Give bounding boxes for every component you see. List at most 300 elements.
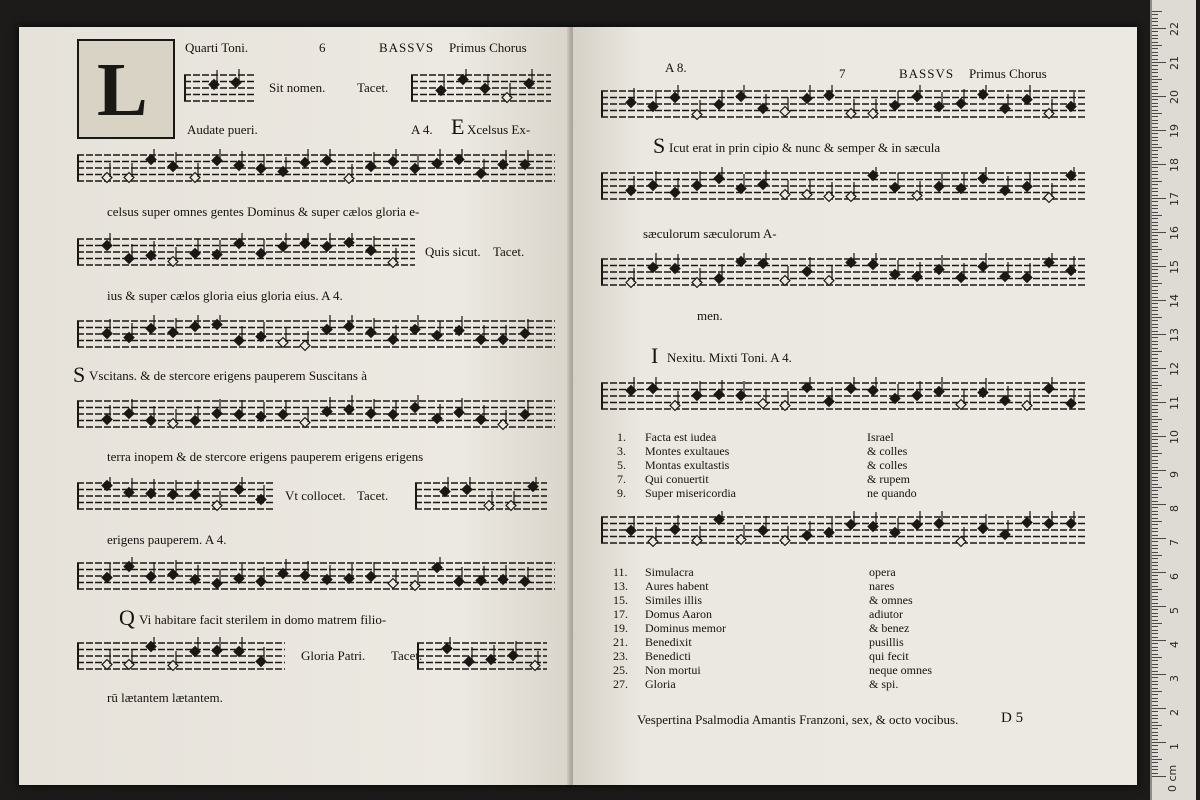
verse-number: 25. <box>613 663 628 677</box>
lyric-text: Gloria Patri. <box>301 648 366 663</box>
ruler-tick <box>1152 667 1158 668</box>
verse-number: 7. <box>617 472 626 486</box>
ruler-tick <box>1152 212 1158 213</box>
ruler-tick <box>1152 263 1158 264</box>
ruler-tick <box>1152 21 1158 22</box>
ruler-tick <box>1152 422 1158 423</box>
ruler-tick <box>1152 684 1158 685</box>
music-staff <box>411 69 551 107</box>
ruler-tick <box>1152 31 1158 32</box>
verse-list <box>617 430 1097 510</box>
ruler-tick <box>1152 106 1158 107</box>
ruler-tick <box>1152 497 1158 498</box>
verse-text: Non mortui <box>645 663 701 677</box>
verse-ending: & rupem <box>867 472 910 486</box>
ruler-tick <box>1152 715 1158 716</box>
ruler-tick <box>1152 654 1158 655</box>
ruler-tick <box>1152 239 1158 240</box>
ruler-tick <box>1152 290 1158 291</box>
ruler-tick <box>1152 416 1158 417</box>
ruler-tick <box>1152 69 1158 70</box>
ruler-tick <box>1152 45 1162 46</box>
ruler-tick <box>1152 99 1158 100</box>
ruler-label: 10 <box>1168 430 1181 444</box>
ruler-tick <box>1152 739 1158 740</box>
ruler-tick <box>1152 609 1158 610</box>
ruler-tick <box>1152 184 1158 185</box>
ruler-tick <box>1152 127 1158 128</box>
ruler-tick <box>1152 538 1166 539</box>
ruler-tick <box>1152 603 1158 604</box>
ruler-label: 18 <box>1168 158 1181 172</box>
ruler-tick <box>1152 677 1158 678</box>
ruler-tick <box>1152 518 1158 519</box>
measurement-ruler <box>1150 0 1196 800</box>
ruler-tick <box>1152 93 1158 94</box>
ruler-tick <box>1152 688 1158 689</box>
ruler-tick <box>1152 548 1158 549</box>
music-staff <box>601 253 1087 291</box>
ruler-tick <box>1152 429 1158 430</box>
verse-ending: & spi. <box>869 677 899 691</box>
verse-number: 21. <box>613 635 628 649</box>
ruler-tick <box>1152 694 1158 695</box>
ruler-tick <box>1152 436 1166 437</box>
ruler-tick <box>1152 331 1158 332</box>
ruler-tick <box>1152 273 1158 274</box>
verse-number: 19. <box>613 621 628 635</box>
ruler-tick <box>1152 504 1166 505</box>
ruler-tick <box>1152 35 1158 36</box>
ruler-tick <box>1152 769 1158 770</box>
ruler-tick <box>1152 637 1158 638</box>
verse-ending: & omnes <box>869 593 913 607</box>
ruler-tick <box>1152 113 1162 114</box>
ruler-tick <box>1152 344 1158 345</box>
page-number: 6 <box>319 40 326 55</box>
lyric-line: erigens pauperem. A 4. <box>107 532 227 547</box>
verse-text: Montas exultastis <box>645 458 730 472</box>
verse-number: 5. <box>617 458 626 472</box>
ruler-tick <box>1152 480 1158 481</box>
verse-ending: & colles <box>867 444 908 458</box>
page-number: 7 <box>839 66 846 81</box>
chorus-label: Primus Chorus <box>969 66 1047 81</box>
lyric-line: sæculorum sæculorum A- <box>643 226 777 241</box>
ruler-tick <box>1152 514 1158 515</box>
ruler-tick <box>1152 18 1158 19</box>
ruler-tick <box>1152 657 1162 658</box>
verse-number: 17. <box>613 607 628 621</box>
ruler-label: 22 <box>1168 22 1181 36</box>
music-staff <box>417 637 547 675</box>
ruler-tick <box>1152 348 1158 349</box>
ruler-tick <box>1152 147 1162 148</box>
ruler-tick <box>1152 120 1158 121</box>
book-title-footer: Vespertina Psalmodia Amantis Franzoni, sex, & octo vocibus. <box>637 712 959 727</box>
ruler-tick <box>1152 643 1158 644</box>
music-staff <box>77 557 555 595</box>
verse-text: Qui conuertit <box>645 472 709 486</box>
ruler-tick <box>1152 42 1158 43</box>
verse-number: 1. <box>617 430 626 444</box>
music-staff <box>601 377 1087 415</box>
ruler-tick <box>1152 82 1158 83</box>
ruler-tick <box>1152 368 1166 369</box>
ruler-tick <box>1152 698 1158 699</box>
ruler-label: 15 <box>1168 260 1181 274</box>
ruler-tick <box>1152 460 1158 461</box>
ruler-tick <box>1152 320 1158 321</box>
ruler-tick <box>1152 487 1162 488</box>
music-staff <box>77 395 555 433</box>
ruler-tick <box>1152 728 1158 729</box>
ruler-tick <box>1152 674 1166 675</box>
ruler-tick <box>1152 722 1158 723</box>
ruler-tick <box>1152 562 1158 563</box>
ruler-tick <box>1152 473 1158 474</box>
verse-text: Montes exultaues <box>645 444 730 458</box>
ruler-tick <box>1152 249 1162 250</box>
ruler-tick <box>1152 116 1158 117</box>
tacet-label: Tacet. <box>391 648 423 663</box>
ruler-tick <box>1152 140 1158 141</box>
ruler-tick <box>1152 708 1166 709</box>
ruler-tick <box>1152 507 1158 508</box>
ruler-label: 20 <box>1168 90 1181 104</box>
ruler-tick <box>1152 327 1158 328</box>
ruler-tick <box>1152 501 1158 502</box>
lyric-line: terra inopem & de stercore erigens pauperem erigens erigens <box>107 449 424 464</box>
ruler-tick <box>1152 742 1166 743</box>
ruler-tick <box>1152 150 1158 151</box>
ruler-tick <box>1152 259 1158 260</box>
ruler-tick <box>1152 633 1158 634</box>
voice-count: A 8. <box>665 60 687 75</box>
ruler-tick <box>1152 453 1162 454</box>
ruler-tick <box>1152 48 1158 49</box>
ruler-tick <box>1152 252 1158 253</box>
ruler-tick <box>1152 749 1158 750</box>
ruler-tick <box>1152 215 1162 216</box>
ruler-tick <box>1152 477 1158 478</box>
ruler-tick <box>1152 579 1158 580</box>
ruler-tick <box>1152 144 1158 145</box>
lyric-line: rū lætantem lætantem. <box>107 690 223 705</box>
ruler-tick <box>1152 766 1158 767</box>
music-staff <box>77 637 285 675</box>
verse-list <box>613 565 1093 695</box>
verse-ending: & benez <box>869 621 910 635</box>
ruler-tick <box>1152 535 1158 536</box>
ruler-tick <box>1152 283 1162 284</box>
ruler-tick <box>1152 399 1158 400</box>
ruler-tick <box>1152 72 1158 73</box>
ruler-tick <box>1152 405 1158 406</box>
ruler-tick <box>1152 762 1158 763</box>
ruler-tick <box>1152 276 1158 277</box>
ruler-tick <box>1152 463 1158 464</box>
verse-number: 15. <box>613 593 628 607</box>
ruler-label: 6 <box>1168 573 1181 580</box>
ruler-tick <box>1152 242 1158 243</box>
ruler-tick <box>1152 599 1158 600</box>
ruler-tick <box>1152 412 1158 413</box>
ruler-label: 5 <box>1168 607 1181 614</box>
ruler-tick <box>1152 620 1158 621</box>
ruler-tick <box>1152 647 1158 648</box>
ruler-label: 8 <box>1168 505 1181 512</box>
ruler-tick <box>1152 575 1158 576</box>
ruler-tick <box>1152 256 1158 257</box>
ruler-tick <box>1152 630 1158 631</box>
ruler-tick <box>1152 314 1158 315</box>
music-staff <box>601 167 1087 205</box>
lyric-line: Vscitans. & de stercore erigens pauperem Suscitans à <box>89 368 367 383</box>
ruler-tick <box>1152 773 1158 774</box>
ruler-tick <box>1152 198 1166 199</box>
ruler-label: 21 <box>1168 56 1181 70</box>
left-page <box>19 27 571 785</box>
verse-ending: Israel <box>867 430 894 444</box>
ruler-tick <box>1152 89 1158 90</box>
ruler-label: 16 <box>1168 226 1181 240</box>
ruler-label: 4 <box>1168 641 1181 648</box>
verse-number: 9. <box>617 486 626 500</box>
ruler-tick <box>1152 161 1158 162</box>
ruler-tick <box>1152 280 1158 281</box>
ruler-tick <box>1152 218 1158 219</box>
ruler-tick <box>1152 130 1166 131</box>
ruler-tick <box>1152 565 1158 566</box>
ruler-tick <box>1152 195 1158 196</box>
ruler-tick <box>1152 65 1158 66</box>
ruler-tick <box>1152 691 1162 692</box>
music-staff <box>77 149 555 187</box>
ruler-tick <box>1152 154 1158 155</box>
ruler-tick <box>1152 555 1162 556</box>
ruler-tick <box>1152 382 1158 383</box>
lyric-line: celsus super omnes gentes Dominus & super cælos gloria e- <box>107 204 420 219</box>
ruler-label: 13 <box>1168 328 1181 342</box>
ruler-tick <box>1152 511 1158 512</box>
verse-ending: adiutor <box>869 607 903 621</box>
verse-text: Benedicti <box>645 649 691 663</box>
voice-count: A 4. <box>411 122 433 137</box>
ruler-tick <box>1152 286 1158 287</box>
ruler-tick <box>1152 467 1158 468</box>
ruler-tick <box>1152 188 1158 189</box>
ruler-tick <box>1152 293 1158 294</box>
ruler-tick <box>1152 419 1162 420</box>
ruler-tick <box>1152 76 1158 77</box>
ruler-tick <box>1152 246 1158 247</box>
ruler-tick <box>1152 317 1162 318</box>
initial-letter: S <box>653 133 666 158</box>
ruler-tick <box>1152 596 1158 597</box>
ruler-tick <box>1152 167 1158 168</box>
ruler-tick <box>1152 776 1166 777</box>
ruler-tick <box>1152 470 1166 471</box>
ruler-tick <box>1152 545 1158 546</box>
ruler-tick <box>1152 640 1166 641</box>
tacet-label: Tacet. <box>493 244 525 259</box>
ruler-tick <box>1152 439 1158 440</box>
ruler-tick <box>1152 235 1158 236</box>
ruler-tick <box>1152 490 1158 491</box>
lyric-text: Quis sicut. <box>425 244 481 259</box>
verse-ending: & colles <box>867 458 908 472</box>
music-staff <box>601 511 1087 549</box>
ruler-tick <box>1152 426 1158 427</box>
ruler-tick <box>1152 589 1162 590</box>
initial-letter: I <box>651 343 659 368</box>
ruler-tick <box>1152 371 1158 372</box>
lyric-text: men. <box>697 308 723 323</box>
lyric-line: Vi habitare facit sterilem in domo matrem filio- <box>139 612 387 627</box>
verse-text: Facta est iudea <box>645 430 717 444</box>
part-name: BASSVS <box>899 66 955 81</box>
ruler-label: 2 <box>1168 709 1181 716</box>
ruler-tick <box>1152 14 1158 15</box>
verse-text: Aures habent <box>645 579 709 593</box>
ruler-tick <box>1152 409 1158 410</box>
open-book <box>18 26 1138 786</box>
ruler-tick <box>1152 171 1158 172</box>
ruler-tick <box>1152 711 1158 712</box>
ruler-tick <box>1152 307 1158 308</box>
ruler-tick <box>1152 586 1158 587</box>
ruler-label: 14 <box>1168 294 1181 308</box>
initial-letter: S <box>73 362 86 387</box>
verse-text: Benedixit <box>645 635 692 649</box>
ruler-tick <box>1152 11 1162 12</box>
ruler-tick <box>1152 157 1158 158</box>
verse-text: Dominus memor <box>645 621 726 635</box>
ruler-tick <box>1152 759 1162 760</box>
verse-number: 23. <box>613 649 628 663</box>
ruler-tick <box>1152 450 1158 451</box>
ruler-tick <box>1152 521 1162 522</box>
initial-letter: Q <box>119 605 135 630</box>
ruler-tick <box>1152 86 1158 87</box>
ruler-tick <box>1152 735 1158 736</box>
ruler-tick <box>1152 558 1158 559</box>
ruler-tick <box>1152 181 1162 182</box>
ruler-tick <box>1152 456 1158 457</box>
verse-number: 13. <box>613 579 628 593</box>
verse-number: 3. <box>617 444 626 458</box>
signature-mark: D 5 <box>1001 710 1024 726</box>
ruler-tick <box>1152 569 1158 570</box>
ruler-tick <box>1152 756 1158 757</box>
ruler-tick <box>1152 660 1158 661</box>
ruler-tick <box>1152 378 1158 379</box>
ruler-label: 19 <box>1168 124 1181 138</box>
ruler-tick <box>1152 681 1158 682</box>
ruler-tick <box>1152 38 1158 39</box>
music-staff <box>77 315 555 353</box>
ruler-tick <box>1152 79 1162 80</box>
ruler-tick <box>1152 701 1158 702</box>
section-title: Nexitu. Mixti Toni. A 4. <box>667 350 792 365</box>
ruler-tick <box>1152 133 1158 134</box>
ruler-label: 17 <box>1168 192 1181 206</box>
ruler-tick <box>1152 626 1158 627</box>
verse-number: 27. <box>613 677 628 691</box>
music-staff <box>77 477 273 515</box>
ruler-tick <box>1152 718 1158 719</box>
ruler-tick <box>1152 375 1158 376</box>
ruler-tick <box>1152 392 1158 393</box>
ruler-tick <box>1152 269 1158 270</box>
ruler-label: 12 <box>1168 362 1181 376</box>
lyric-text: Xcelsus Ex- <box>467 122 531 137</box>
ruler-label: 1 <box>1168 743 1181 750</box>
ruler-tick <box>1152 303 1158 304</box>
music-staff <box>184 69 254 107</box>
ruler-tick <box>1152 351 1162 352</box>
verse-text: Gloria <box>645 677 676 691</box>
ruler-tick <box>1152 123 1158 124</box>
ruler-tick <box>1152 671 1158 672</box>
verse-number: 11. <box>613 565 628 579</box>
ruler-tick <box>1152 725 1162 726</box>
verse-text: Simulacra <box>645 565 694 579</box>
verse-ending: ne quando <box>867 486 917 500</box>
ruler-tick <box>1152 402 1166 403</box>
ruler-label: 9 <box>1168 471 1181 478</box>
ruler-tick <box>1152 395 1158 396</box>
mode-label: Quarti Toni. <box>185 40 249 55</box>
ruler-tick <box>1152 592 1158 593</box>
ruler-tick <box>1152 443 1158 444</box>
ruler-tick <box>1152 55 1158 56</box>
ruler-tick <box>1152 623 1162 624</box>
ruler-tick <box>1152 664 1158 665</box>
ruler-tick <box>1152 208 1158 209</box>
ruler-tick <box>1152 572 1166 573</box>
right-page <box>573 27 1137 785</box>
ruler-tick <box>1152 229 1158 230</box>
ruler-tick <box>1152 531 1158 532</box>
ruler-tick <box>1152 28 1166 29</box>
ruler-tick <box>1152 613 1158 614</box>
ruler-tick <box>1152 178 1158 179</box>
ruler-tick <box>1152 103 1158 104</box>
ruler-tick <box>1152 205 1158 206</box>
ruler-tick <box>1152 541 1158 542</box>
ruler-tick <box>1152 650 1158 651</box>
ruler-tick <box>1152 354 1158 355</box>
ruler-tick <box>1152 297 1158 298</box>
verse-ending: opera <box>869 565 896 579</box>
ruler-tick <box>1152 365 1158 366</box>
ruler-tick <box>1152 385 1162 386</box>
ruler-tick <box>1152 137 1158 138</box>
music-staff <box>77 233 415 271</box>
ruler-tick <box>1152 524 1158 525</box>
chorus-label: Primus Chorus <box>449 40 527 55</box>
lyric-line: Icut erat in prin cipio & nunc & semper & in sæcula <box>669 140 941 155</box>
ruler-tick <box>1152 552 1158 553</box>
verse-ending: nares <box>869 579 895 593</box>
lyric-text: Vt collocet. <box>285 488 346 503</box>
ruler-tick <box>1152 222 1158 223</box>
ruler-tick <box>1152 528 1158 529</box>
ruler-tick <box>1152 59 1158 60</box>
ruler-tick <box>1152 25 1158 26</box>
